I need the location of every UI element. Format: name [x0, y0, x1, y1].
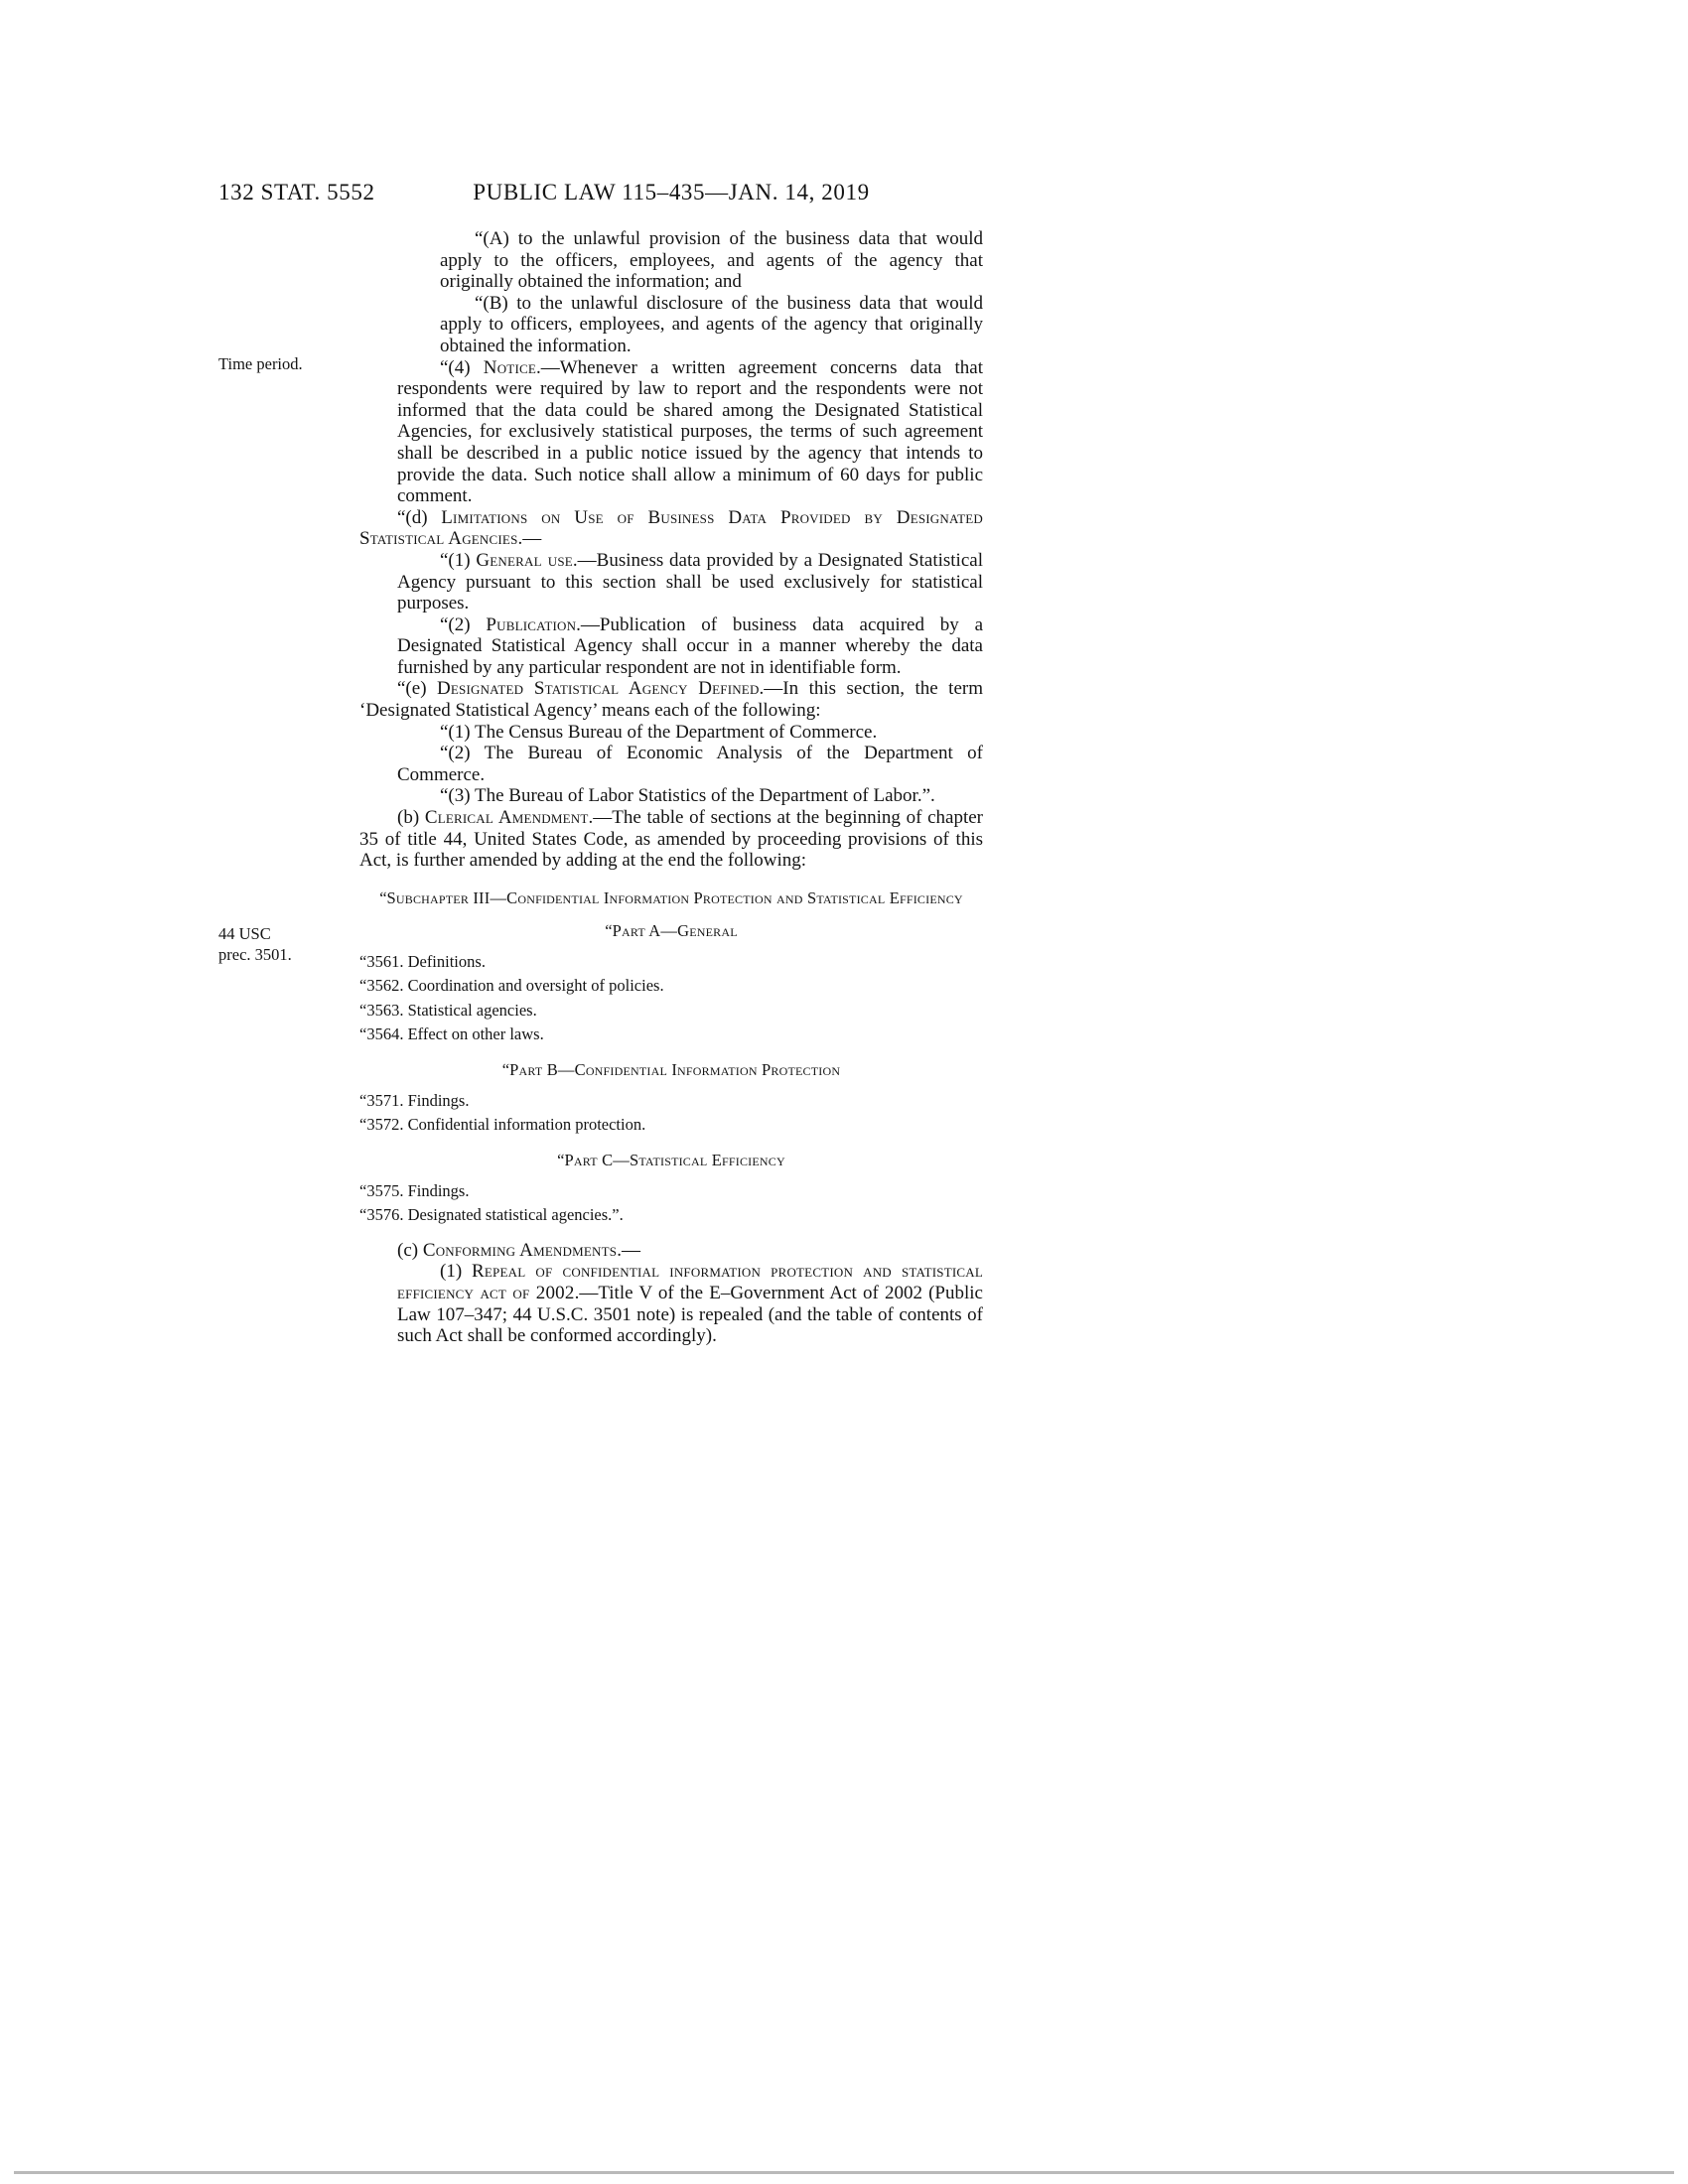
- paragraph-text: “(4): [440, 356, 484, 378]
- small-caps-heading-text: Subchapter III—Confidential Information Protection and Statistical Efficiency: [386, 887, 963, 907]
- paragraph-text: (c): [397, 1239, 423, 1261]
- toc-heading: [359, 1059, 983, 1080]
- paragraph-text: “(1): [440, 549, 477, 571]
- toc-item: [359, 1179, 983, 1204]
- statute-paragraph: [397, 722, 983, 744]
- margin-note-time-period: [218, 353, 357, 374]
- statute-paragraph: [397, 550, 983, 614]
- small-caps-heading-text: Designated Statistical Agency Defined: [436, 678, 760, 700]
- statute-paragraph: [440, 228, 983, 293]
- statute-paragraph: [397, 357, 983, 507]
- small-caps-heading-text: Publication: [486, 614, 577, 635]
- paragraph-text: “: [557, 1150, 565, 1169]
- toc-item: [359, 999, 983, 1024]
- margin-note-line: prec. 3501.: [218, 945, 292, 964]
- statute-paragraph: [397, 614, 983, 679]
- paragraph-text: “: [501, 1059, 510, 1079]
- paragraph-text: .—: [517, 528, 542, 550]
- paragraph-text: “: [605, 920, 613, 940]
- body-paragraphs: [359, 228, 983, 1347]
- paragraph-text: .—Title V of the E–Government Act of 2002 (Public Law 107–347; 44 U.S.C. 3501 note) is repealed (and the table of contents of such Act shall be conformed accordingly).: [397, 1283, 983, 1347]
- paragraph-text: “(B) to the unlawful disclosure of the business data that would apply to officers, employees, and agents of the agency that originally obtained the information.: [440, 292, 983, 356]
- scan-edge-line: [14, 2171, 1674, 2174]
- paragraph-text: “3576. Designated statistical agencies.”.: [359, 1205, 624, 1225]
- paragraph-text: .—In this section, the term ‘Designated Statistical Agency’ means each of the following:: [359, 678, 983, 722]
- toc-item: [359, 1023, 983, 1047]
- small-caps-heading-text: Clerical Amendment: [424, 807, 589, 829]
- statute-paragraph: [397, 1261, 983, 1346]
- toc-item: [359, 950, 983, 975]
- small-caps-heading-text: Part A—General: [612, 920, 738, 940]
- paragraph-text: (1): [440, 1261, 473, 1283]
- paragraph-text: “(A) to the unlawful provision of the business data that would apply to the officers, employees, and agents of the agency that originally obtained the information; and: [440, 228, 983, 293]
- toc-item: [359, 1113, 983, 1138]
- paragraph-text: “: [379, 887, 387, 907]
- small-caps-heading-text: General use: [476, 549, 573, 571]
- toc-heading: [359, 920, 983, 941]
- small-caps-heading-text: Notice: [483, 356, 536, 378]
- toc-item: [359, 1089, 983, 1114]
- paragraph-text: .—The table of sections at the beginning of chapter 35 of title 44, United States Code, as amended by proceeding provisions of this Act, is further amended by adding at the end the following:: [359, 807, 983, 872]
- margin-note-line: Time period.: [218, 354, 303, 373]
- margin-note-line: 44 USC: [218, 924, 271, 943]
- small-caps-heading-text: Part C—Statistical Efficiency: [564, 1150, 785, 1169]
- paragraph-text: .—Business data provided by a Designated Statistical Agency pursuant to this section shall be used exclusively for statistical purposes.: [397, 549, 983, 614]
- statute-paragraph: [440, 293, 983, 357]
- small-caps-heading-text: Limitations on Use of Business Data Provided by Designated Statistical Agencies: [359, 506, 983, 550]
- toc-sub: [369, 887, 973, 908]
- paragraph-text: .—Whenever a written agreement concerns data that respondents were required by law to report and the respondents were not informed that the data could be shared among the Designated Statistical Agencies, for exclusively statistical purposes, the terms of such agreement shall be described in a public notice issued by the agency that intends to provide the data. Such notice shall allow a minimum of 60 days for public comment.: [397, 356, 983, 507]
- paragraph-text: “(3) The Bureau of Labor Statistics of the Department of Labor.”.: [440, 785, 935, 807]
- small-caps-heading-text: Repeal of confidential information protection and statistical efficiency act of 2002: [397, 1261, 983, 1303]
- statute-paragraph: [359, 678, 983, 721]
- toc-item: [359, 1203, 983, 1228]
- paragraph-text: “3561. Definitions.: [359, 951, 486, 971]
- statute-paragraph: [359, 507, 983, 550]
- law-title: PUBLIC LAW 115–435—JAN. 14, 2019: [473, 180, 870, 205]
- paragraph-text: .—: [617, 1239, 640, 1261]
- toc-heading: [359, 1150, 983, 1170]
- small-caps-heading-text: Conforming Amendments: [422, 1239, 618, 1261]
- paragraph-text: “3562. Coordination and oversight of policies.: [359, 976, 664, 996]
- paragraph-text: “3571. Findings.: [359, 1090, 470, 1110]
- toc-item: [359, 974, 983, 999]
- paragraph-text: “(2) The Bureau of Economic Analysis of the Department of Commerce.: [397, 743, 983, 785]
- paragraph-text: “(d): [397, 506, 442, 528]
- statute-paragraph: [359, 1240, 983, 1262]
- paragraph-text: “(2): [440, 614, 487, 635]
- paragraph-text: .—Publication of business data acquired by a Designated Statistical Agency shall occur in a manner whereby the data furnished by any particular respondent are not in identifiable form.: [397, 614, 983, 678]
- margin-note-usc-citation: [218, 923, 357, 965]
- statute-paragraph: [397, 785, 983, 807]
- paragraph-text: “3575. Findings.: [359, 1180, 470, 1200]
- statute-paragraph: [397, 743, 983, 785]
- paragraph-text: “3564. Effect on other laws.: [359, 1024, 544, 1044]
- paragraph-text: “(1) The Census Bureau of the Department of Commerce.: [440, 721, 878, 743]
- statute-paragraph: [359, 807, 983, 872]
- paragraph-text: “3563. Statistical agencies.: [359, 1000, 537, 1020]
- stat-page-number: 132 STAT. 5552: [218, 180, 375, 205]
- small-caps-heading-text: Part B—Confidential Information Protection: [509, 1059, 841, 1079]
- paragraph-text: “3572. Confidential information protection.: [359, 1115, 646, 1135]
- paragraph-text: (b): [397, 807, 425, 829]
- paragraph-text: “(e): [397, 678, 437, 700]
